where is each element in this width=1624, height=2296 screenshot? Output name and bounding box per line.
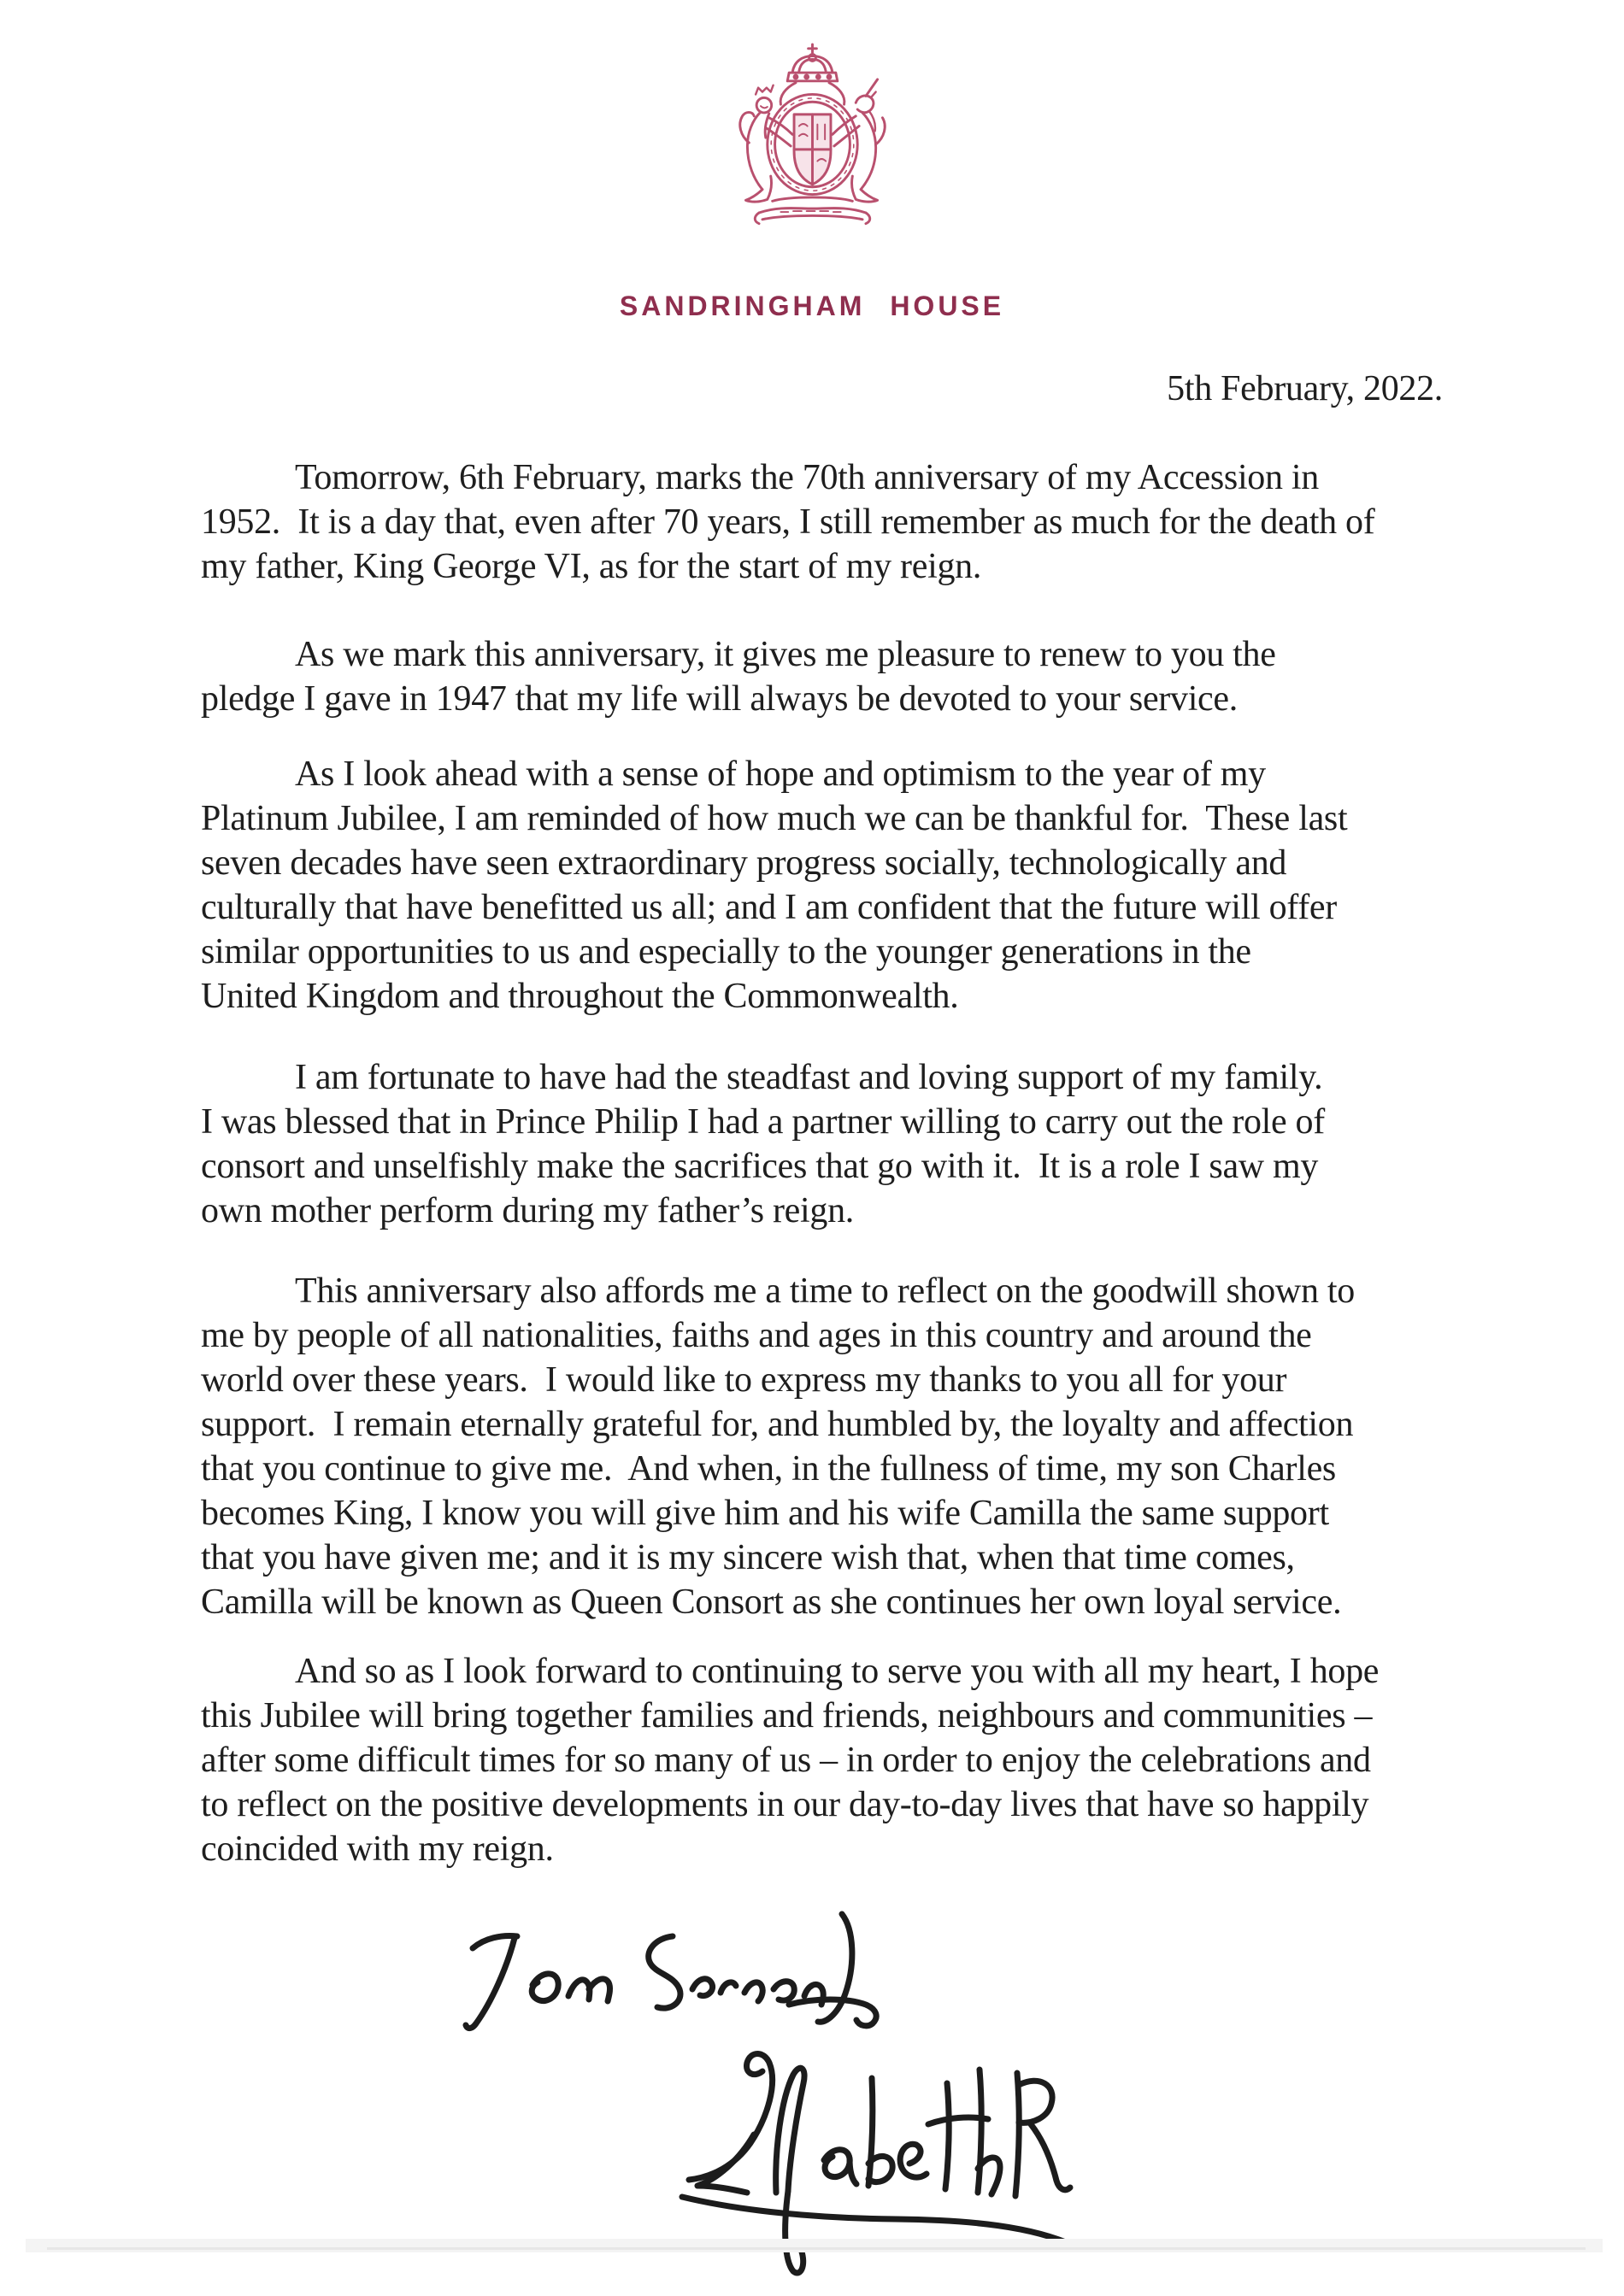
letter-line: support. I remain eternally grateful for, and humbled by, the loyalty and affection (201, 1405, 1354, 1444)
paragraph (201, 1055, 1500, 1233)
letter-line: As we mark this anniversary, it gives me pleasure to renew to you the (295, 635, 1276, 674)
letter-line: And so as I look forward to continuing to serve you with all my heart, I hope (295, 1652, 1380, 1691)
letter-line: after some difficult times for so many of us – in order to enjoy the celebrations and (201, 1741, 1371, 1780)
letter-line: own mother perform during my father’s reign. (201, 1191, 854, 1230)
letter-line: pledge I gave in 1947 that my life will always be devoted to your service. (201, 679, 1238, 719)
letter-line: similar opportunities to us and especially to the younger generations in the (201, 932, 1251, 972)
letter-line: this Jubilee will bring together families and friends, neighbours and communities – (201, 1696, 1373, 1735)
letter-line: As I look ahead with a sense of hope and optimism to the year of my (295, 755, 1266, 794)
letter-line: that you continue to give me. And when, in the fullness of time, my son Charles (201, 1449, 1336, 1489)
paragraph (201, 632, 1500, 721)
paragraph (201, 1649, 1500, 1871)
letter-line: me by people of all nationalities, faiths and ages in this country and around the (201, 1316, 1312, 1355)
letter-line: United Kingdom and throughout the Commonwealth. (201, 977, 959, 1016)
royal-coat-of-arms-crest (712, 41, 913, 248)
letter-line: 1952. It is a day that, even after 70 years, I still remember as much for the death of (201, 502, 1375, 542)
scan-artifact-line (47, 2247, 1586, 2250)
shield (794, 115, 831, 185)
motto-scroll (755, 197, 869, 224)
paragraph (201, 1269, 1500, 1624)
letter-line: seven decades have seen extraordinary progress socially, technologically and (201, 843, 1287, 883)
paragraph (201, 752, 1500, 1019)
letter-date: 5th February, 2022. (1167, 369, 1443, 408)
letter-line: consort and unselfishly make the sacrifices that go with it. It is a role I saw my (201, 1147, 1319, 1186)
letter-line: Camilla will be known as Queen Consort as she continues her own loyal service. (201, 1583, 1342, 1622)
letter-line: my father, King George VI, as for the start of my reign. (201, 547, 982, 586)
scan-artifact-band (26, 2239, 1603, 2252)
paragraph (201, 455, 1500, 589)
letter-line: This anniversary also affords me a time to reflect on the goodwill shown to (295, 1271, 1355, 1311)
letter-line: culturally that have benefitted us all; and I am confident that the future will offer (201, 888, 1337, 927)
letter-line: to reflect on the positive developments in our day-to-day lives that have so happily (201, 1785, 1369, 1824)
letter-line: Platinum Jubilee, I am reminded of how much we can be thankful for. These last (201, 799, 1348, 838)
letter-line: Tomorrow, 6th February, marks the 70th anniversary of my Accession in (295, 458, 1319, 497)
letter-line: that you have given me; and it is my sincere wish that, when that time comes, (201, 1538, 1295, 1577)
letter-line: world over these years. I would like to express my thanks to you all for your (201, 1360, 1287, 1400)
letterhead-title: SANDRINGHAM HOUSE (619, 291, 1005, 321)
letter-line: I am fortunate to have had the steadfast and loving support of my family. (295, 1058, 1323, 1097)
letter-line: coincided with my reign. (201, 1829, 554, 1869)
letter-line: I was blessed that in Prince Philip I had a partner willing to carry out the role of (201, 1102, 1325, 1142)
letter-line: becomes King, I know you will give him and his wife Camilla the same support (201, 1494, 1329, 1533)
